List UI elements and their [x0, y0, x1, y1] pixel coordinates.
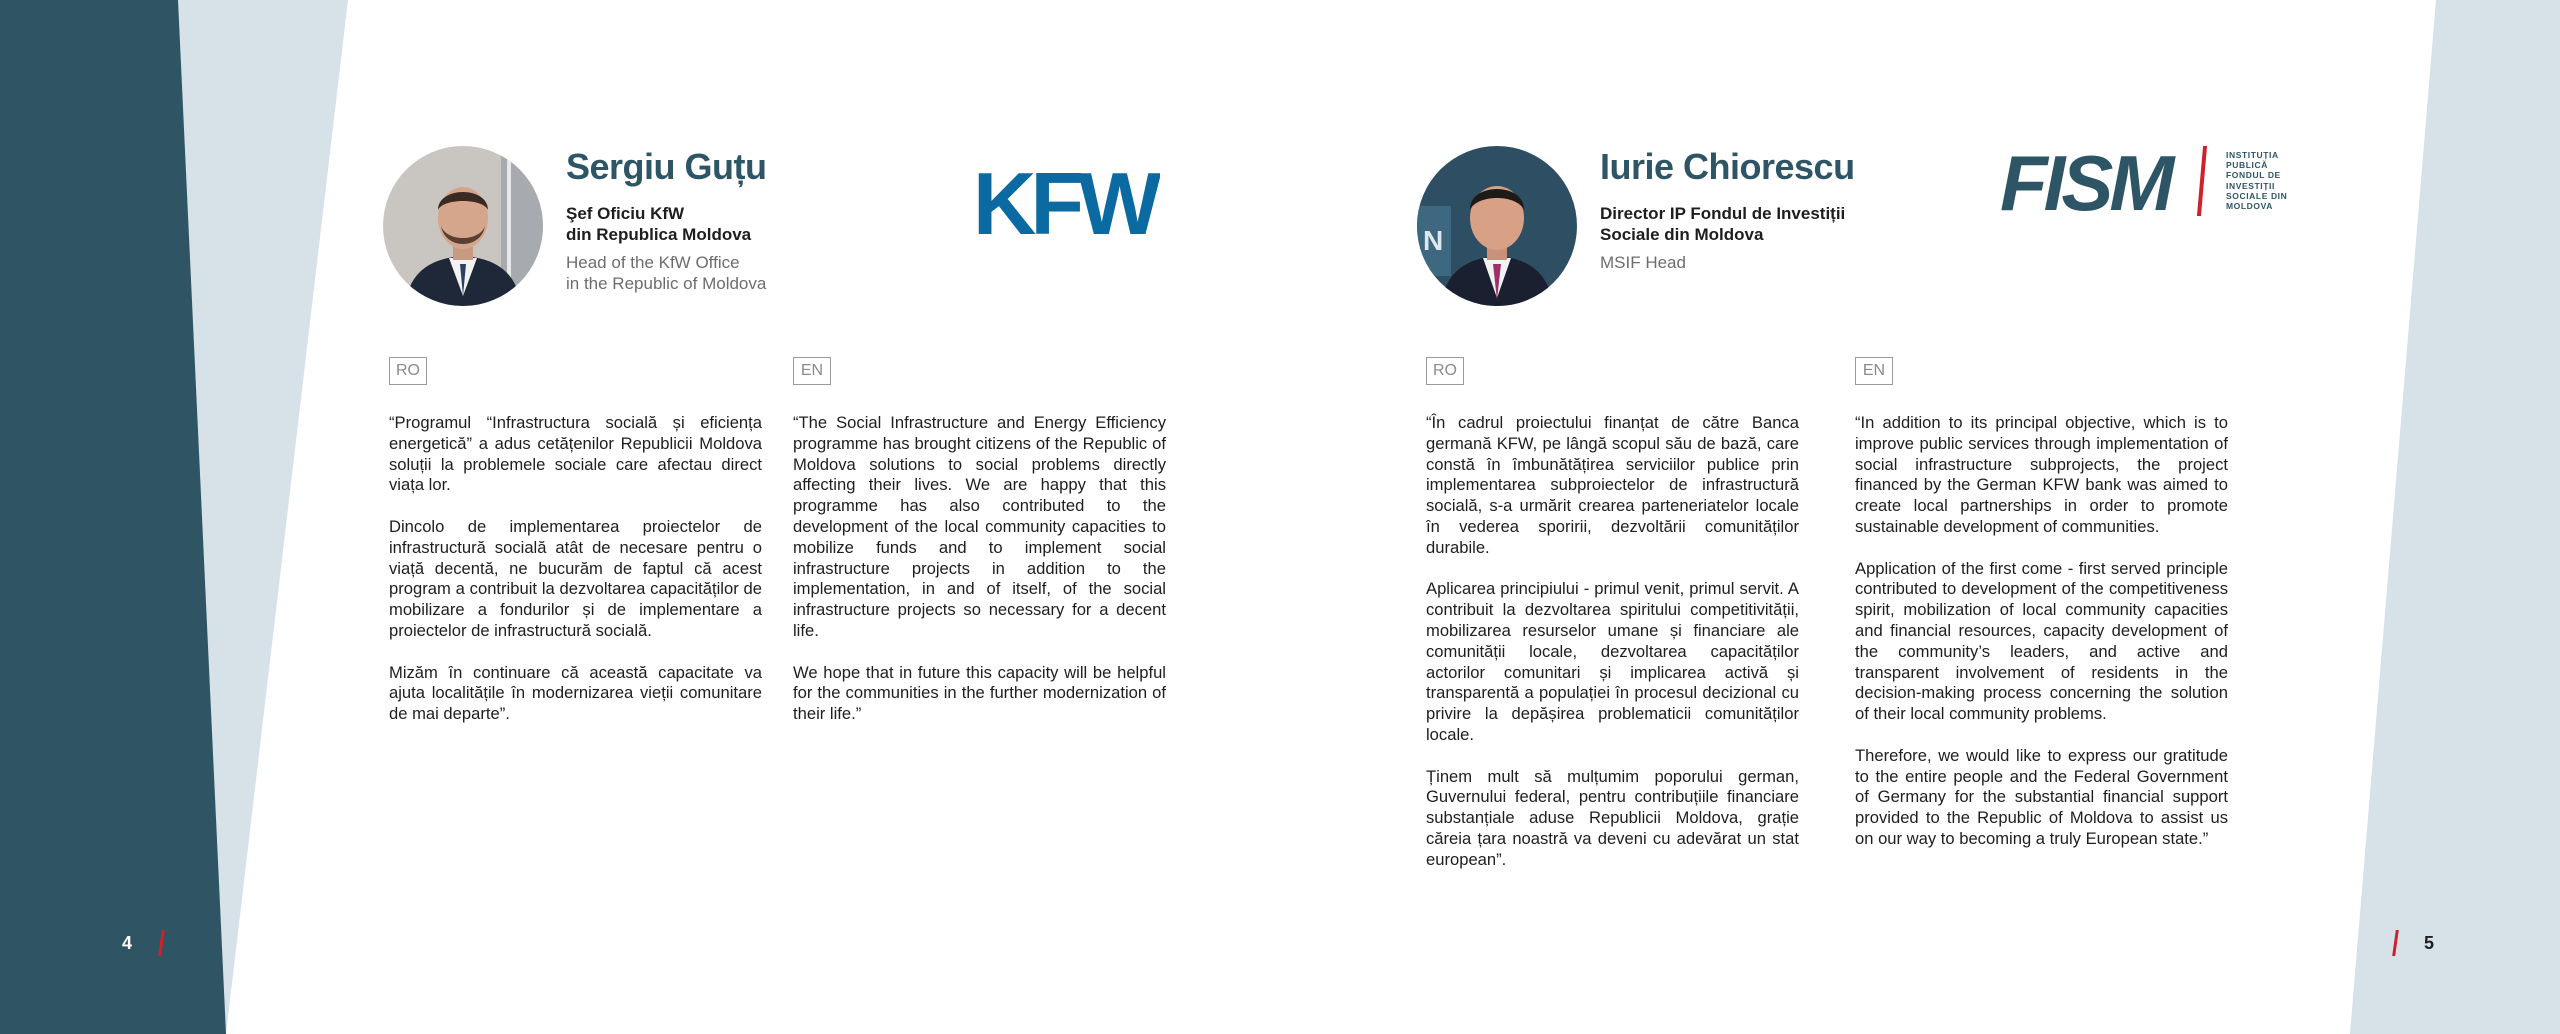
person-name: Sergiu Guțu [566, 146, 767, 187]
fism-logo-word: FISM [2000, 139, 2171, 227]
fism-logo-text: INSTITUȚIA PUBLICĂ FONDUL DE INVESTIȚII SOCIALE DIN MOLDOVA [2226, 150, 2288, 212]
paragraph: “The Social Infrastructure and Energy Efficiency programme has brought citizens of the Republic of Moldova solutions to social problems directly affecting their lives. We are happy that this programme has also contributed to the development of the local community capacities to mobilize funds and to implement social infrastructure projects in addition to the implementation, in and of itself, of the social infrastructure projects so necessary for a decent life. [793, 413, 1166, 640]
quote-romanian-right [1426, 413, 1799, 891]
language-badge-ro: RO [1426, 357, 1464, 385]
paragraph: Therefore, we would like to express our gratitude to the entire people and the Federal Government of Germany for the substantial financial support provided to the Republic of Moldova to assist us on our way to becoming a truly European state.” [1855, 745, 2228, 848]
language-badge-en: EN [793, 357, 831, 385]
person-name: Iurie Chiorescu [1600, 146, 1855, 187]
paragraph: Application of the first come - first served principle contributed to development of the competitiveness spirit, mobilization of local community capacities and financial resources, capacity development of the community’s leaders, and active and transparent involvement of residents in the decision-making process concerning the solution of their local community problems. [1855, 558, 2228, 724]
paragraph: “Programul “Infrastructura socială și eficiența energetică” a adus cetățenilor Republicii Moldova soluții la problemele sociale care afectau direct viața lor. [389, 413, 762, 495]
kfw-logo [968, 166, 1160, 240]
role-english: MSIF Head [1600, 253, 1686, 272]
quote-english-left [793, 413, 1166, 746]
quote-english-right [1855, 413, 2228, 871]
fism-logo [2000, 139, 2300, 227]
paragraph: Dincolo de implementarea proiectelor de infrastructură socială atât de necesare pentru o viață decentă, ne bucurăm de faptul că acest program a contribuit la dezvoltarea capacităților de mobilizare a fondurilor și de implementare a proiectelor de infrastructură socială. [389, 516, 762, 640]
page-number-left: 4 [122, 933, 133, 953]
language-badge-ro: RO [389, 357, 427, 385]
paragraph: “În cadrul proiectului finanțat de către Banca germană KFW, pe lângă scopul său de bază, care constă în îmbunătățirea serviciilor publice prin implementarea subproiectelor de infrastructură socială, s-a urmărit crearea parteneriatelor locale în vederea sporirii, dezvoltării comunităților durabile. [1426, 413, 1799, 557]
paragraph: Aplicarea principiului - primul venit, primul servit. A contribuit la dezvoltarea spiritului competitivității, mobilizarea resurselor umane și financiare ale comunității locale, dezvoltarea capacităților actorilor comunitari și implicarea activă și transparentă a populației în procesul decizional cu privire la depășirea problematicii comunităților locale. [1426, 579, 1799, 744]
kfw-logo-text: KFW [972, 166, 1156, 240]
paragraph: Ținem mult să mulțumim poporului german, Guvernului federal, pentru contribuțiile financiare substanțiale aduse Republicii Moldova, grație căreia țara noastră va deveni cu adevărat un stat european”. [1426, 766, 1799, 869]
role-english: Head of the KfW Office in the Republic of Moldova [566, 253, 767, 293]
paragraph: Mizăm în continuare că această capacitate va ajuta localitățile în modernizarea vieții comunitare de mai departe”. [389, 662, 762, 724]
right-light-band [2350, 0, 2560, 1034]
fism-logo-divider [2197, 146, 2207, 216]
paragraph: We hope that in future this capacity will be helpful for the communities in the further modernization of their life.” [793, 662, 1166, 724]
svg-text:N: N [1423, 225, 1444, 256]
paragraph: “In addition to its principal objective, which is to improve public services through implementation of social infrastructure subprojects, the project financed by the German KFW bank was aimed to create local partnerships in order to promote sustainable development of communities. [1855, 413, 2228, 536]
portrait-sergiu-gutu [383, 146, 543, 306]
portrait-iurie-chiorescu [1417, 146, 1577, 306]
role-romanian: Director IP Fondul de Investiții Sociale din Moldova [1600, 204, 1846, 244]
page-number-right: 5 [2424, 933, 2435, 953]
language-badge-en: EN [1855, 357, 1893, 385]
role-romanian: Şef Oficiu KfW din Republica Moldova [566, 204, 752, 244]
quote-romanian-left [389, 413, 762, 746]
